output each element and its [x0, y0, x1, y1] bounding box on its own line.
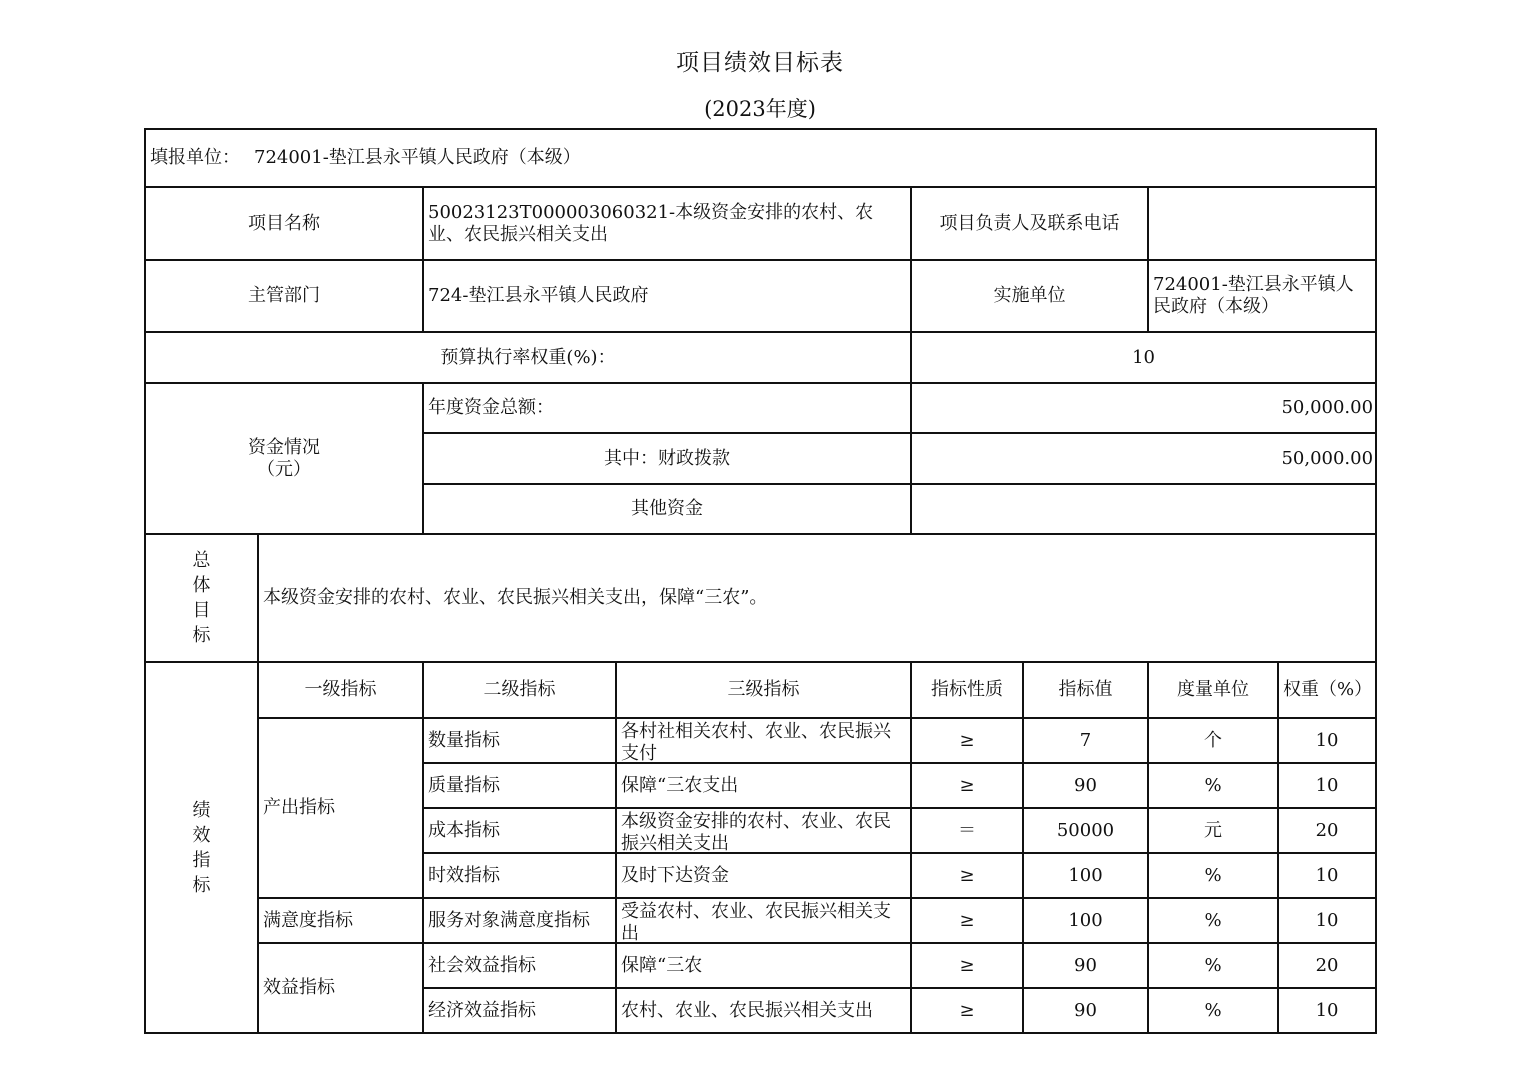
level3-cell: 及时下达资金 — [616, 853, 911, 898]
unit-cell: 个 — [1148, 718, 1278, 763]
project-name-value: 50023123T000003060321-本级资金安排的农村、农业、农民振兴相关支出 — [423, 187, 911, 260]
fiscal-allocation-value: 50,000.00 — [911, 433, 1376, 484]
annual-total-label: 年度资金总额： — [423, 383, 911, 433]
level2-cell: 经济效益指标 — [423, 988, 616, 1033]
level2-cell: 数量指标 — [423, 718, 616, 763]
unit-cell: % — [1148, 898, 1278, 943]
level2-cell: 成本指标 — [423, 808, 616, 853]
annual-total-value: 50,000.00 — [911, 383, 1376, 433]
value-cell: 100 — [1023, 898, 1148, 943]
overall-goal-label: 总 体 目 标 — [145, 534, 258, 662]
fiscal-allocation-label: 其中：财政拨款 — [423, 433, 911, 484]
level3-cell: 本级资金安排的农村、农业、农民振兴相关支出 — [616, 808, 911, 853]
nature-cell: ＝ — [911, 808, 1023, 853]
weight-cell: 10 — [1278, 718, 1376, 763]
level3-cell: 保障“三农支出 — [616, 763, 911, 808]
page-title: 项目绩效目标表 — [676, 50, 844, 76]
level2-cell: 社会效益指标 — [423, 943, 616, 988]
weight-cell: 10 — [1278, 853, 1376, 898]
implementing-unit-value: 724001-垫江县永平镇人民政府（本级） — [1148, 260, 1376, 332]
header-value: 指标值 — [1023, 662, 1148, 718]
header-level2: 二级指标 — [423, 662, 616, 718]
weight-cell: 10 — [1278, 898, 1376, 943]
table-row — [145, 898, 1376, 943]
indicators-label: 绩 效 指 标 — [145, 662, 258, 1033]
level2-cell: 质量指标 — [423, 763, 616, 808]
funds-label-line2: （元） — [257, 458, 311, 480]
nature-cell: ≥ — [911, 943, 1023, 988]
other-funds-label: 其他资金 — [423, 484, 911, 534]
unit-cell: % — [1148, 763, 1278, 808]
level1-output: 产出指标 — [258, 718, 423, 898]
weight-cell: 10 — [1278, 988, 1376, 1033]
budget-weight-label: 预算执行率权重(%)： — [145, 332, 911, 383]
funds-label-line1: 资金情况 — [248, 436, 320, 458]
implementing-unit-label: 实施单位 — [911, 260, 1148, 332]
overall-goal-text: 本级资金安排的农村、农业、农民振兴相关支出，保障“三农”。 — [258, 534, 1376, 662]
unit-cell: 元 — [1148, 808, 1278, 853]
header-level1: 一级指标 — [258, 662, 423, 718]
level2-cell: 服务对象满意度指标 — [423, 898, 616, 943]
value-cell: 50000 — [1023, 808, 1148, 853]
page-subtitle: (2023年度) — [704, 97, 816, 121]
nature-cell: ≥ — [911, 763, 1023, 808]
weight-cell: 20 — [1278, 808, 1376, 853]
nature-cell: ≥ — [911, 988, 1023, 1033]
funds-label — [145, 383, 423, 534]
reporting-unit-value: 724001-垫江县永平镇人民政府（本级） — [254, 147, 581, 168]
value-cell: 7 — [1023, 718, 1148, 763]
weight-cell: 10 — [1278, 763, 1376, 808]
level3-cell: 各村社相关农村、农业、农民振兴支付 — [616, 718, 911, 763]
unit-cell: % — [1148, 943, 1278, 988]
nature-cell: ≥ — [911, 898, 1023, 943]
level3-cell: 保障“三农 — [616, 943, 911, 988]
budget-weight-value: 10 — [911, 332, 1376, 383]
header-weight: 权重（%） — [1278, 662, 1376, 718]
table-row — [145, 718, 1376, 763]
nature-cell: ≥ — [911, 853, 1023, 898]
level1-benefit: 效益指标 — [258, 943, 423, 1033]
header-unit: 度量单位 — [1148, 662, 1278, 718]
level3-cell: 受益农村、农业、农民振兴相关支出 — [616, 898, 911, 943]
level1-satisfaction: 满意度指标 — [258, 898, 423, 943]
department-label: 主管部门 — [145, 260, 423, 332]
nature-cell: ≥ — [911, 718, 1023, 763]
project-contact-label: 项目负责人及联系电话 — [911, 187, 1148, 260]
table-row — [145, 943, 1376, 988]
department-value: 724-垫江县永平镇人民政府 — [423, 260, 911, 332]
header-nature: 指标性质 — [911, 662, 1023, 718]
project-contact-value — [1148, 187, 1376, 260]
reporting-unit-cell — [145, 129, 1376, 187]
project-name-label: 项目名称 — [145, 187, 423, 260]
header-level3: 三级指标 — [616, 662, 911, 718]
other-funds-value — [911, 484, 1376, 534]
value-cell: 90 — [1023, 943, 1148, 988]
level3-cell: 农村、农业、农民振兴相关支出 — [616, 988, 911, 1033]
weight-cell: 20 — [1278, 943, 1376, 988]
level2-cell: 时效指标 — [423, 853, 616, 898]
unit-cell: % — [1148, 853, 1278, 898]
reporting-unit-label: 填报单位： — [150, 147, 240, 168]
value-cell: 90 — [1023, 988, 1148, 1033]
value-cell: 90 — [1023, 763, 1148, 808]
value-cell: 100 — [1023, 853, 1148, 898]
unit-cell: % — [1148, 988, 1278, 1033]
performance-target-table — [144, 128, 1377, 1034]
